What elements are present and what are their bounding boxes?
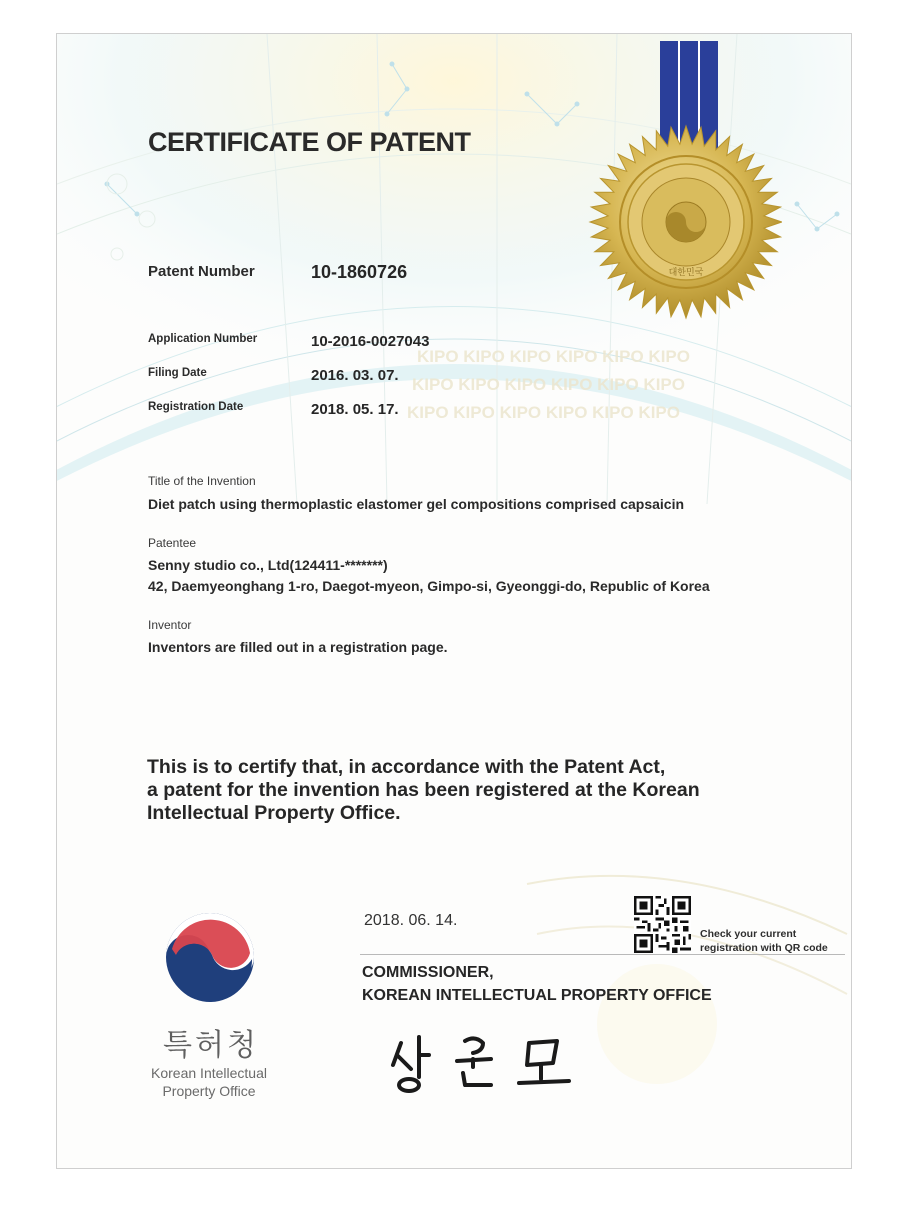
kipo-english-name bbox=[143, 1064, 275, 1100]
patentee-label: Patentee bbox=[148, 536, 197, 550]
patent-number-label: Patent Number bbox=[148, 263, 255, 280]
certificate-title: CERTIFICATE OF PATENT bbox=[148, 127, 471, 157]
application-number-label: Application Number bbox=[148, 333, 258, 345]
divider bbox=[360, 954, 845, 955]
kipo-logo-icon bbox=[162, 909, 258, 1005]
qr-note-line: Check your current bbox=[700, 928, 797, 940]
qr-note-line: registration with QR code bbox=[700, 942, 828, 954]
certificate-sheet bbox=[56, 33, 852, 1169]
watermark-row-3: KIPO KIPO KIPO KIPO KIPO KIPO bbox=[407, 403, 680, 422]
certify-line: Intellectual Property Office. bbox=[147, 802, 401, 824]
filing-date-value: 2016. 03. 07. bbox=[311, 367, 399, 384]
registration-date-label: Registration Date bbox=[148, 401, 244, 413]
watermark-row-1: KIPO KIPO KIPO KIPO KIPO KIPO bbox=[417, 347, 690, 366]
inventor-value: Inventors are filled out in a registration page. bbox=[148, 639, 448, 655]
filing-date-label: Filing Date bbox=[148, 367, 207, 379]
kipo-korean-name: 특허청 bbox=[163, 1029, 259, 1062]
application-number-value: 10-2016-0027043 bbox=[311, 333, 430, 350]
patent-number-value: 10-1860726 bbox=[311, 262, 408, 282]
registration-date-value: 2018. 05. 17. bbox=[311, 401, 399, 418]
commissioner-signature bbox=[387, 1029, 587, 1099]
certify-line: This is to certify that, in accordance with the Patent Act, bbox=[147, 756, 666, 778]
kipo-english-line: Korean Intellectual bbox=[151, 1065, 267, 1081]
inventor-label: Inventor bbox=[148, 618, 192, 632]
qr-note bbox=[700, 927, 828, 955]
watermark-row-2: KIPO KIPO KIPO KIPO KIPO KIPO bbox=[412, 375, 685, 394]
commissioner-line: KOREAN INTELLECTUAL PROPERTY OFFICE bbox=[362, 987, 712, 1004]
title-of-invention-value: Diet patch using thermoplastic elastomer gel compositions comprised capsaicin bbox=[148, 496, 685, 512]
gold-seal bbox=[582, 39, 782, 329]
certify-line: a patent for the invention has been registered at the Korean bbox=[147, 779, 700, 801]
seal-text: 대한민국 bbox=[668, 268, 704, 278]
issue-date: 2018. 06. 14. bbox=[364, 912, 458, 929]
kipo-english-line: Property Office bbox=[162, 1083, 256, 1099]
qr-code-icon[interactable] bbox=[634, 896, 691, 953]
certification-statement bbox=[147, 756, 747, 825]
commissioner-line: COMMISSIONER, bbox=[362, 964, 494, 981]
patentee-address: 42, Daemyeonghang 1-ro, Daegot-myeon, Gimpo-si, Gyeonggi-do, Republic of Korea bbox=[148, 578, 710, 594]
title-of-invention-label: Title of the Invention bbox=[148, 474, 256, 488]
commissioner-title bbox=[362, 961, 712, 1007]
patentee-name: Senny studio co., Ltd(124411-*******) bbox=[148, 557, 388, 573]
